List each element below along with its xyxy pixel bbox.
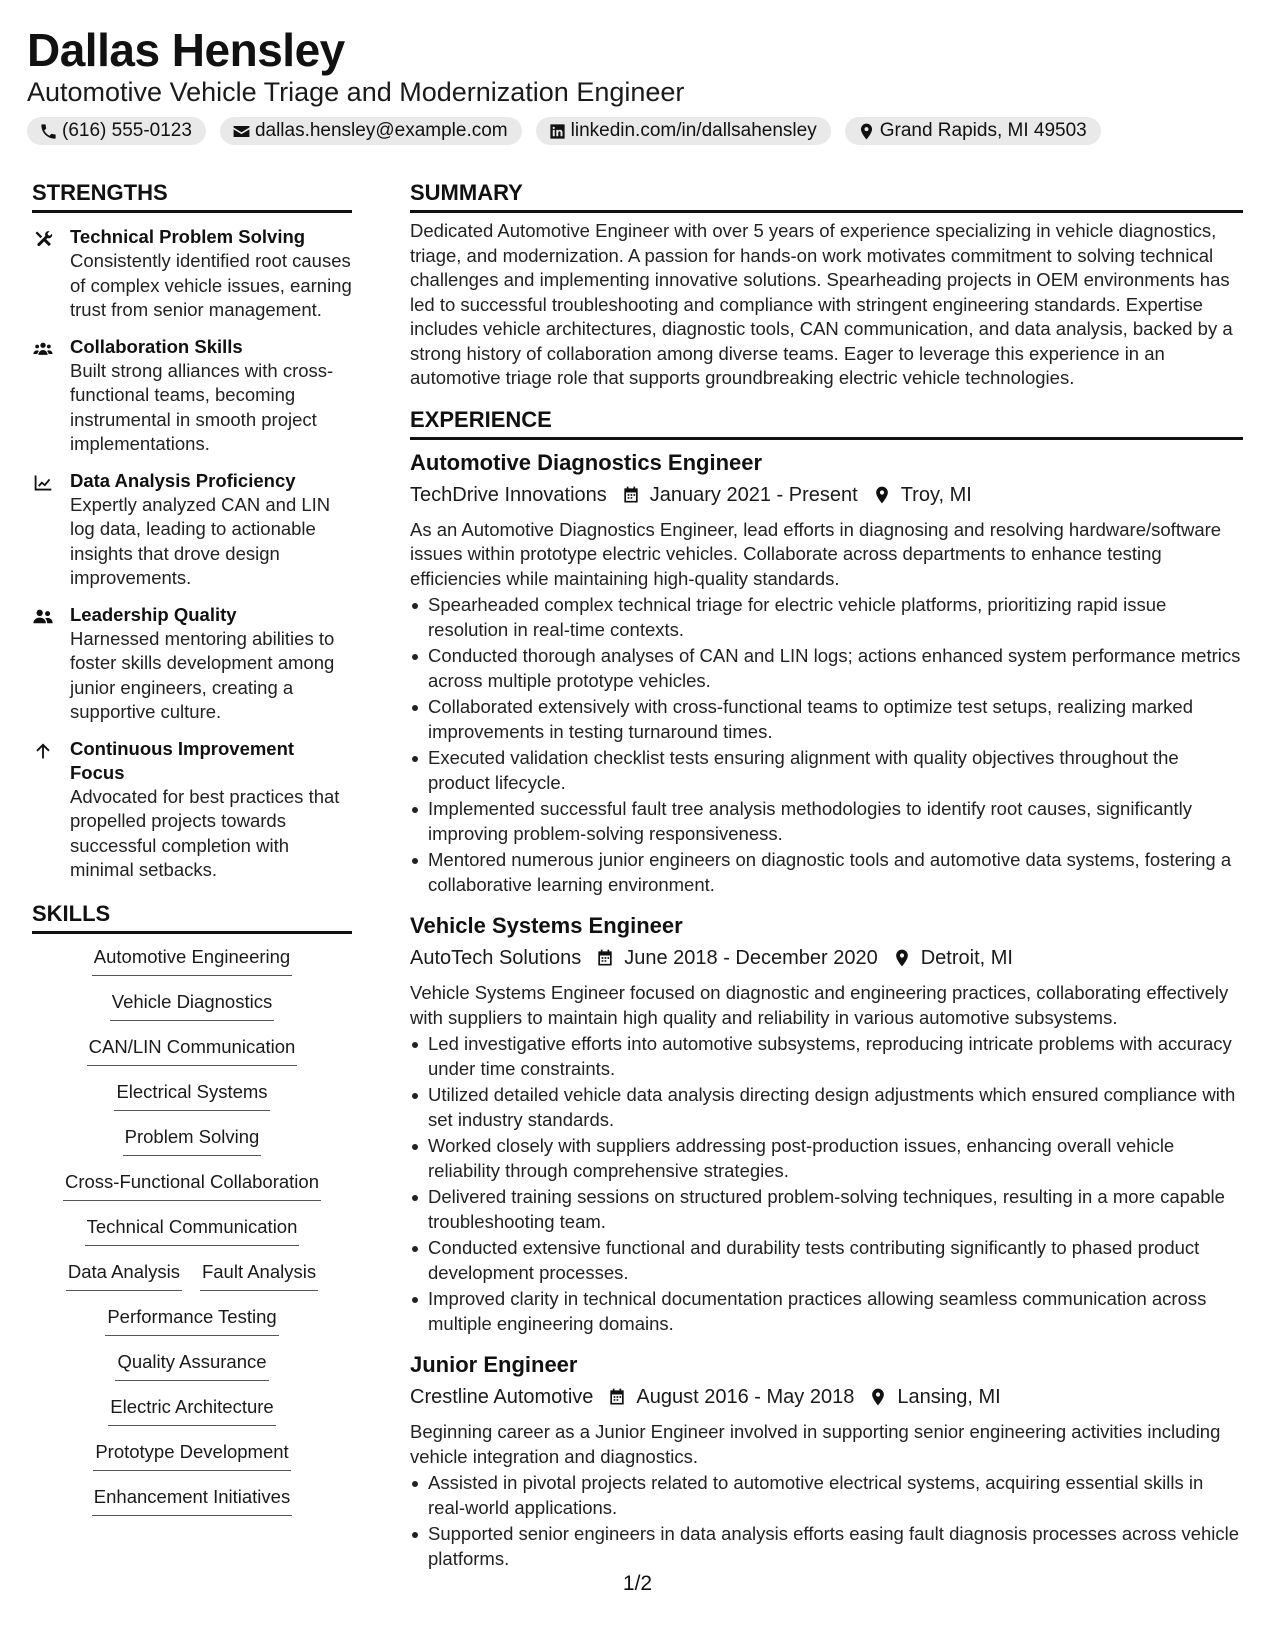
contact-location-text: Grand Rapids, MI 49503 xyxy=(879,120,1087,141)
strength-title: Collaboration Skills xyxy=(70,335,243,357)
skills-list xyxy=(32,944,352,1529)
map-pin-icon xyxy=(892,948,912,968)
job-description: As an Automotive Diagnostics Engineer, lead efforts in diagnosing and resolving hardware/software issues within prototype electric vehicles. Collaborate across departments to enhance testing efficiencies while maintaining high-quality standards. xyxy=(410,518,1222,589)
list-item: Mentored numerous junior engineers on diagnostic tools and automotive data systems, fostering a collaborative learning environment. xyxy=(410,848,1243,897)
strength-title: Leadership Quality xyxy=(70,603,237,625)
phone-icon xyxy=(39,122,58,141)
skill-tag: Electrical Systems xyxy=(114,1079,269,1111)
contact-location xyxy=(845,117,1101,145)
strengths-list xyxy=(32,225,352,883)
job-bullets xyxy=(410,1471,1243,1571)
list-item: Utilized detailed vehicle data analysis directing design adjustments which ensured compliance with set industry standards. xyxy=(410,1083,1243,1132)
calendar-icon xyxy=(621,485,641,505)
job-company: Crestline Automotive xyxy=(410,1386,594,1408)
job-meta xyxy=(410,480,1243,510)
job-dates: June 2018 - December 2020 xyxy=(624,947,878,969)
envelope-icon xyxy=(232,122,251,141)
skill-tag: Fault Analysis xyxy=(200,1259,318,1291)
strength-item xyxy=(32,335,352,457)
strength-title: Continuous Improvement Focus xyxy=(70,737,295,783)
skill-tag: Cross-Functional Collaboration xyxy=(63,1169,321,1201)
job-dates: January 2021 - Present xyxy=(649,483,858,506)
job-location: Lansing, MI xyxy=(897,1386,1001,1408)
strengths-heading: STRENGTHS xyxy=(32,178,352,213)
job-bullets xyxy=(410,593,1243,897)
job-title: Vehicle Systems Engineer xyxy=(410,913,683,938)
job-description: Beginning career as a Junior Engineer involved in supporting senior engineering activities including vehicle integration and diagnostics. xyxy=(410,1421,1221,1467)
job-title: Automotive Diagnostics Engineer xyxy=(410,449,763,475)
job-company: AutoTech Solutions xyxy=(410,947,582,969)
strength-item xyxy=(32,225,352,323)
contact-phone[interactable] xyxy=(27,117,206,145)
job-meta xyxy=(410,943,1243,973)
contact-email[interactable] xyxy=(220,117,522,145)
list-item: Assisted in pivotal projects related to automotive electrical systems, acquiring essential skills in real-world applications. xyxy=(410,1471,1243,1520)
job-meta xyxy=(410,1382,1243,1412)
strength-desc: Consistently identified root causes of complex vehicle issues, earning trust from senior management. xyxy=(70,250,352,320)
strength-title: Technical Problem Solving xyxy=(70,226,306,247)
calendar-icon xyxy=(607,1387,627,1407)
job-company: TechDrive Innovations xyxy=(410,483,607,506)
job-bullets xyxy=(410,1032,1243,1336)
contact-linkedin[interactable] xyxy=(536,117,831,145)
contact-linkedin-text: linkedin.com/in/dallsahensley xyxy=(570,120,817,141)
linkedin-icon xyxy=(548,122,567,141)
job-dates: August 2016 - May 2018 xyxy=(636,1386,855,1408)
skill-tag: Prototype Development xyxy=(93,1439,290,1471)
skill-tag: Electric Architecture xyxy=(108,1394,275,1426)
skill-tag: Vehicle Diagnostics xyxy=(110,989,274,1021)
arrow-up-icon xyxy=(32,741,54,761)
strength-desc: Built strong alliances with cross-functional teams, becoming instrumental in smooth project implementations. xyxy=(70,359,334,454)
resume-header xyxy=(27,22,1247,145)
strength-item xyxy=(32,469,352,591)
strength-item xyxy=(32,737,352,883)
map-pin-icon xyxy=(872,485,892,505)
right-column xyxy=(410,178,1243,1573)
page-number: 1/2 xyxy=(622,1572,653,1595)
list-item: Led investigative efforts into automotive subsystems, reproducing intricate problems with accuracy under time constraints. xyxy=(410,1032,1243,1081)
skill-tag: Enhancement Initiatives xyxy=(92,1484,292,1516)
job-description: Vehicle Systems Engineer focused on diagnostic and engineering practices, collaborating effectively with suppliers to maintain high quality and reliability in various automotive subsystems. xyxy=(410,982,1229,1028)
contact-email-text: dallas.hensley@example.com xyxy=(254,120,508,141)
candidate-name: Dallas Hensley xyxy=(27,24,345,76)
strength-title: Data Analysis Proficiency xyxy=(70,469,296,491)
skill-tag: Problem Solving xyxy=(123,1124,262,1156)
list-item: Improved clarity in technical documentation practices allowing seamless communication across multiple engineering domains. xyxy=(410,1287,1243,1336)
contact-bar xyxy=(27,117,1247,145)
skill-tag: Quality Assurance xyxy=(115,1349,268,1381)
candidate-title: Automotive Vehicle Triage and Modernization Engineer xyxy=(27,77,685,107)
calendar-icon xyxy=(595,948,615,968)
job-entry xyxy=(410,911,1243,1336)
skill-tag: Automotive Engineering xyxy=(92,944,292,976)
list-item: Collaborated extensively with cross-functional teams to optimize test setups, realizing marked improvements in testing turnaround times. xyxy=(410,695,1243,744)
job-title: Junior Engineer xyxy=(410,1352,578,1377)
strength-item xyxy=(32,603,352,725)
left-column xyxy=(32,178,352,1529)
tools-icon xyxy=(32,229,54,249)
list-item: Supported senior engineers in data analysis efforts easing fault diagnosis processes across vehicle platforms. xyxy=(410,1522,1243,1571)
map-pin-icon xyxy=(868,1387,888,1407)
list-item: Executed validation checklist tests ensuring alignment with quality objectives throughout the product lifecycle. xyxy=(410,746,1243,795)
list-item: Conducted thorough analyses of CAN and LIN logs; actions enhanced system performance metrics across multiple prototype vehicles. xyxy=(410,644,1243,693)
chart-line-icon xyxy=(32,473,54,493)
list-item: Conducted extensive functional and durability tests contributing significantly to phased product development processes. xyxy=(410,1236,1243,1285)
map-pin-icon xyxy=(857,122,876,141)
list-item: Spearheaded complex technical triage for electric vehicle platforms, prioritizing rapid issue resolution in real-time contexts. xyxy=(410,593,1243,642)
contact-phone-text: (616) 555-0123 xyxy=(62,120,192,141)
user-group-icon xyxy=(32,607,54,627)
summary-heading: SUMMARY xyxy=(410,178,1243,213)
skill-tag: Data Analysis xyxy=(66,1259,182,1291)
list-item: Implemented successful fault tree analysis methodologies to identify root causes, significantly improving problem-solving responsiveness. xyxy=(410,797,1243,846)
users-icon xyxy=(32,339,54,359)
job-entry xyxy=(410,448,1243,898)
strength-desc: Harnessed mentoring abilities to foster skills development among junior engineers, creating a supportive culture. xyxy=(70,627,335,722)
skill-tag: CAN/LIN Communication xyxy=(87,1034,298,1066)
strength-desc: Advocated for best practices that propelled projects towards successful completion with minimal setbacks. xyxy=(70,785,340,880)
strength-desc: Expertly analyzed CAN and LIN log data, leading to actionable insights that drove design improvements. xyxy=(70,493,331,588)
skills-heading: SKILLS xyxy=(32,899,352,934)
job-entry xyxy=(410,1350,1243,1571)
job-location: Detroit, MI xyxy=(920,947,1013,969)
list-item: Worked closely with suppliers addressing post-production issues, enhancing overall vehicle reliability through comprehensive strategies. xyxy=(410,1134,1243,1183)
experience-heading: EXPERIENCE xyxy=(410,405,1243,440)
list-item: Delivered training sessions on structured problem-solving techniques, resulting in a more capable troubleshooting team. xyxy=(410,1185,1243,1234)
skill-tag: Technical Communication xyxy=(85,1214,300,1246)
skill-tag: Performance Testing xyxy=(105,1304,278,1336)
job-location: Troy, MI xyxy=(900,483,972,506)
summary-text: Dedicated Automotive Engineer with over 5 years of experience specializing in vehicle diagnostics, triage, and modernization. A passion for hands-on work motivates commitment to solving technical challenges and implementing innovative solutions. Spearheading projects in OEM environments has led to successful troubleshooting and compliance with stringent engineering standards. Expertise includes vehicle architectures, diagnostic tools, CAN communication, and data analysis, backed by a strong history of collaboration among diverse teams. Eager to leverage this experience in an automotive triage role that supports groundbreaking electric vehicle technologies. xyxy=(410,220,1233,388)
